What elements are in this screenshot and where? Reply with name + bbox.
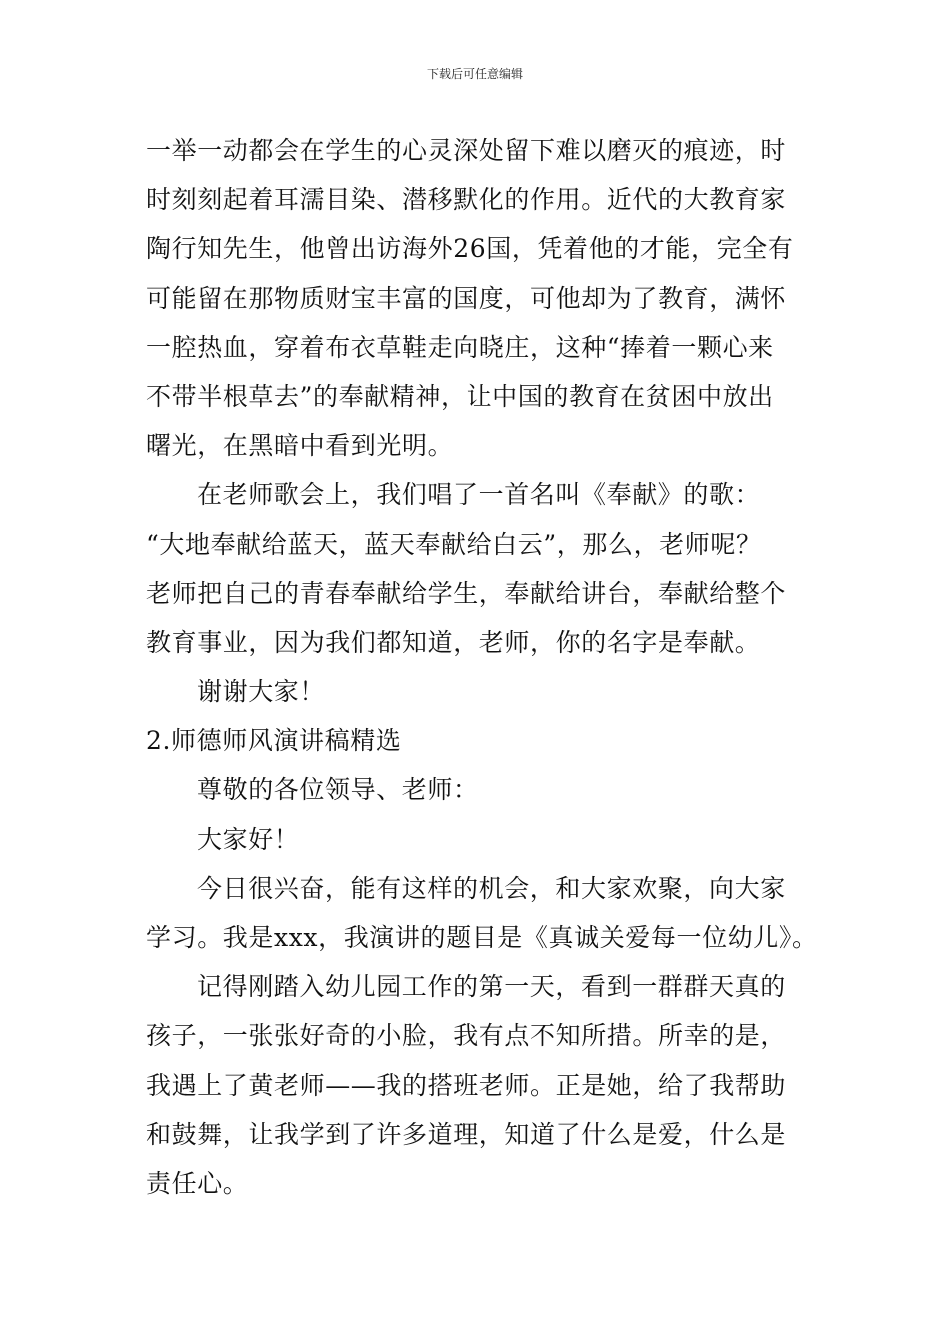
text-line: “大地奉献给蓝天，蓝天奉献给白云”，那么，老师呢？: [146, 529, 762, 559]
text-line: 曙光，在黑暗中看到光明。: [146, 431, 454, 461]
paragraph-start-line: 在老师歌会上，我们唱了一首名叫《奉献》的歌：: [197, 480, 761, 510]
text-line: 不带半根草去”的奉献精神，让中国的教育在贫困中放出: [146, 381, 774, 411]
text-line: 一腔热血，穿着布衣草鞋走向晓庄，这种“捧着一颗心来: [146, 332, 774, 362]
text-line: 我遇上了黄老师——我的搭班老师。正是她，给了我帮助: [146, 1070, 787, 1100]
text-line: 老师把自己的青春奉献给学生，奉献给讲台，奉献给整个: [146, 578, 787, 608]
text-line: 教育事业，因为我们都知道，老师，你的名字是奉献。: [146, 627, 761, 657]
text-line: 学习。我是xxx，我演讲的题目是《真诚关爱每一位幼儿》。: [146, 923, 818, 952]
text-line: 一举一动都会在学生的心灵深处留下难以磨灭的痕迹，时: [146, 136, 787, 165]
closing-line: 谢谢大家！: [197, 677, 326, 707]
page-header: 下载后可任意编辑: [426, 67, 523, 81]
greeting-line: 大家好！: [197, 824, 300, 854]
paragraph-start-line: 记得刚踏入幼儿园工作的第一天，看到一群群天真的: [197, 972, 786, 1002]
text-line: 责任心。: [146, 1168, 249, 1198]
document-body: [146, 126, 826, 1208]
text-line: 可能留在那物质财宝丰富的国度，可他却为了教育，满怀: [146, 283, 787, 313]
text-line: 陶行知先生，他曾出访海外26国，凭着他的才能，完全有: [146, 234, 794, 264]
paragraph-start-line: 今日很兴奋，能有这样的机会，和大家欢聚，向大家: [197, 873, 786, 903]
salutation-line: 尊敬的各位领导、老师：: [197, 775, 479, 805]
text-line: 时刻刻起着耳濡目染、潜移默化的作用。近代的大教育家: [146, 185, 787, 215]
text-line: 和鼓舞，让我学到了许多道理，知道了什么是爱，什么是: [146, 1119, 787, 1149]
text-line: 孩子，一张张好奇的小脸，我有点不知所措。所幸的是，: [146, 1021, 787, 1051]
section-heading: 2.师德师风演讲稿精选: [146, 726, 402, 756]
